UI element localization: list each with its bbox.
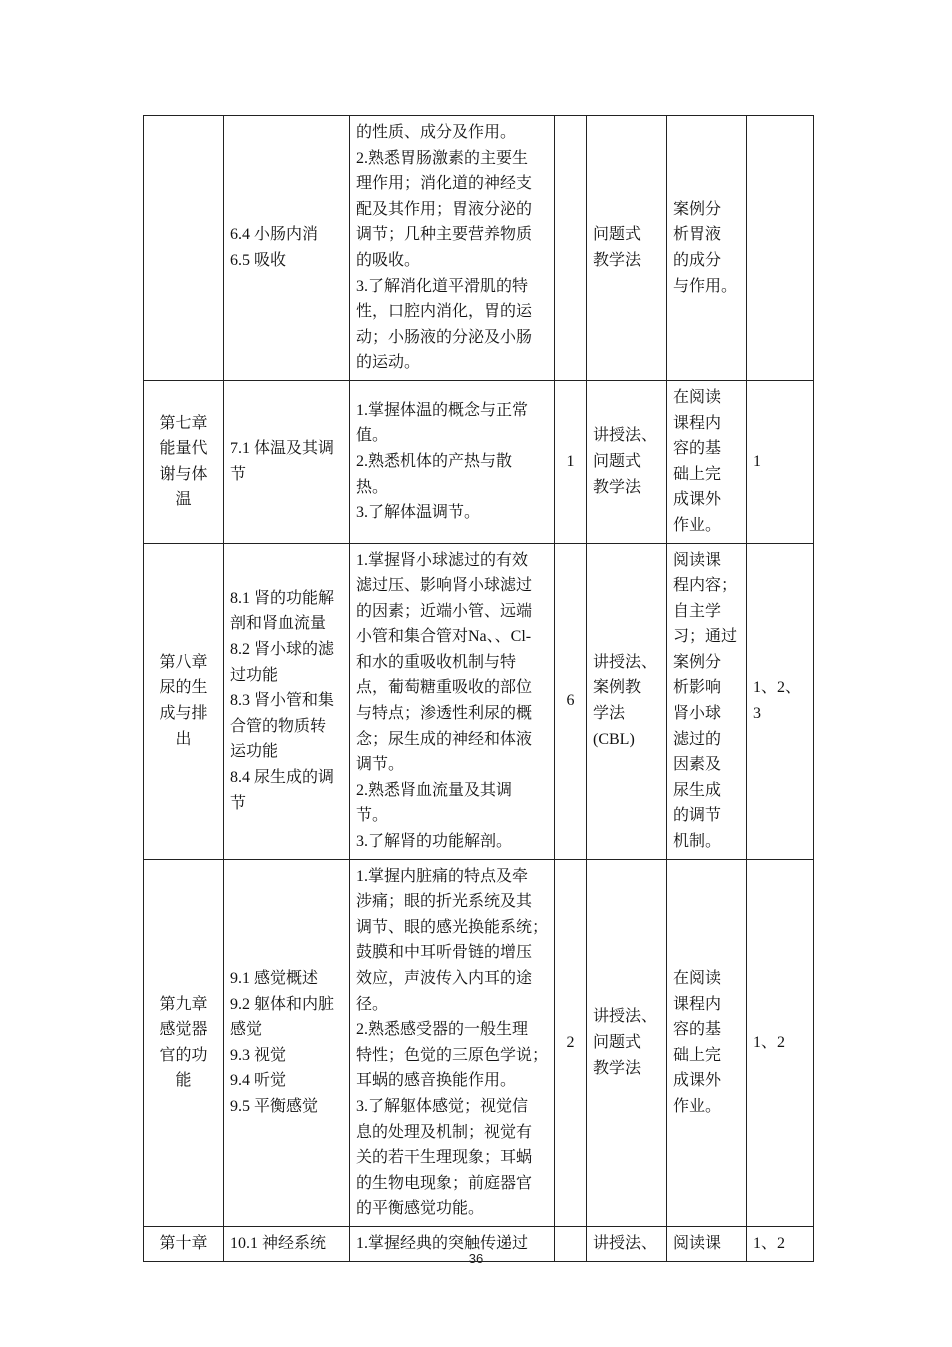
- cell-line: 息的处理及机制；视觉有: [356, 1123, 533, 1141]
- cell-line: 问题式: [593, 226, 642, 244]
- cell-line: 习；通过: [673, 628, 738, 646]
- sections-cell: [224, 380, 350, 543]
- cell-line: 的成分: [673, 251, 722, 269]
- syllabus-table: [143, 115, 814, 1262]
- cell-line: 的性质、成分及作用。: [356, 124, 517, 141]
- objectives-cell: [350, 859, 555, 1226]
- cell-line: 9.4 听觉: [230, 1072, 287, 1090]
- cell-line: 节: [230, 794, 247, 812]
- cell-line: 3.了解体温调节。: [356, 504, 481, 522]
- cell-line: 3.了解肾的功能解剖。: [356, 833, 513, 851]
- cell-line: 在阅读: [673, 970, 722, 987]
- cell-line: 谢与体: [159, 465, 208, 483]
- table-row: [144, 859, 814, 1226]
- cell-line: 3.了解消化道平滑肌的特: [356, 277, 529, 295]
- cell-line: 节: [230, 465, 247, 483]
- cell-line: 容的基: [673, 440, 722, 458]
- sections-cell: [224, 543, 350, 859]
- chapter-cell: [144, 859, 224, 1226]
- cell-line: 8.2 肾小球的滤: [230, 641, 335, 659]
- cell-line: 教学法: [593, 251, 642, 269]
- chapter-cell: [144, 380, 224, 543]
- cell-line: 机制。: [673, 833, 722, 851]
- cell-line: 阅读课: [673, 551, 722, 569]
- cell-line: 的生物电现象；前庭器官: [356, 1174, 533, 1192]
- objectives-cell: [350, 116, 555, 381]
- goals-cell: 1: [747, 380, 814, 543]
- page-number: 36: [468, 1251, 484, 1266]
- cell-line: 滤过压、影响肾小球滤过: [356, 577, 533, 595]
- cell-line: 效应，声波传入内耳的途: [356, 970, 533, 987]
- cell-line: 2.熟悉机体的产热与散: [356, 452, 513, 470]
- cell-line: 的吸收。: [356, 251, 421, 269]
- cell-line: 的平衡感觉功能。: [356, 1200, 485, 1218]
- cell-line: 课程内: [673, 995, 722, 1013]
- assignments-cell: [667, 859, 747, 1226]
- objectives-cell: [350, 380, 555, 543]
- cell-line: (CBL): [593, 730, 635, 748]
- cell-line: 和水的重吸收机制与特: [356, 653, 517, 671]
- cell-line: 的调节: [673, 807, 722, 825]
- cell-line: 讲授法、: [593, 1234, 658, 1252]
- cell-line: 径。: [356, 995, 389, 1013]
- cell-line: 特性；色觉的三原色学说；: [356, 1046, 549, 1064]
- table-row: [144, 380, 814, 543]
- cell-line: 剖和肾血流量: [230, 615, 327, 633]
- cell-line: 问题式: [593, 1033, 642, 1051]
- cell-line: 动；小肠液的分泌及小肠: [356, 328, 533, 346]
- cell-line: 过功能: [230, 666, 279, 684]
- sections-cell: [224, 859, 350, 1226]
- cell-line: 8.4 尿生成的调: [230, 769, 335, 787]
- cell-line: 学法: [593, 705, 626, 723]
- assignments-cell: [667, 543, 747, 859]
- cell-line: 的运动。: [356, 354, 421, 372]
- cell-line: 3.了解躯体感觉；视觉信: [356, 1097, 529, 1115]
- cell-line: 调节、眼的感光换能系统；: [356, 918, 549, 936]
- goals-cell: 1、2: [747, 1226, 814, 1261]
- cell-line: 热。: [356, 478, 389, 496]
- table-row: [144, 543, 814, 859]
- cell-line: 9.1 感觉概述: [230, 970, 319, 987]
- cell-line: 础上完: [673, 1046, 722, 1064]
- chapter-cell: [144, 116, 224, 381]
- cell-line: 调节。: [356, 756, 405, 774]
- methods-cell: [587, 380, 667, 543]
- hours-cell: 2: [555, 859, 587, 1226]
- cell-line: 1.掌握经典的突触传递过: [356, 1234, 529, 1252]
- cell-line: 点，葡萄糖重吸收的部位: [356, 679, 533, 697]
- cell-line: 6.4 小肠内消: [230, 226, 319, 244]
- cell-line: 值。: [356, 427, 389, 445]
- cell-line: 成与排: [159, 705, 208, 723]
- cell-line: 8.1 肾的功能解: [230, 589, 335, 607]
- cell-line: 能量代: [159, 440, 208, 458]
- cell-line: 2.熟悉感受器的一般生理: [356, 1021, 529, 1039]
- cell-line: 1.掌握肾小球滤过的有效: [356, 551, 529, 569]
- cell-line: 在阅读: [673, 388, 722, 406]
- assignments-cell: [667, 116, 747, 381]
- cell-line: 关的若干生理现象；耳蜗: [356, 1149, 533, 1167]
- cell-line: 与作用。: [673, 277, 738, 295]
- sections-cell: [224, 116, 350, 381]
- cell-line: 调节；几种主要营养物质: [356, 226, 533, 244]
- cell-line: 能: [175, 1072, 192, 1090]
- cell-line: 念；尿生成的神经和体液: [356, 730, 533, 748]
- cell-line: 尿生成: [673, 781, 722, 799]
- methods-cell: [587, 116, 667, 381]
- cell-line: 耳蜗的感音换能作用。: [356, 1072, 517, 1090]
- cell-line: 出: [175, 730, 192, 748]
- cell-line: 问题式: [593, 452, 642, 470]
- cell-line: 讲授法、: [593, 1008, 658, 1026]
- cell-line: 第七章: [159, 414, 208, 432]
- objectives-cell: [350, 543, 555, 859]
- cell-line: 第八章: [159, 653, 208, 671]
- cell-line: 础上完: [673, 465, 722, 483]
- cell-line: 教学法: [593, 478, 642, 496]
- cell-line: 第九章: [159, 995, 208, 1013]
- goals-cell: 1、2、3: [747, 543, 814, 859]
- cell-line: 讲授法、: [593, 427, 658, 445]
- cell-line: 节。: [356, 807, 389, 825]
- cell-line: 课程内: [673, 414, 722, 432]
- cell-line: 阅读课: [673, 1234, 722, 1252]
- cell-line: 性，口腔内消化，胃的运: [356, 303, 533, 321]
- cell-line: 9.3 视觉: [230, 1046, 287, 1064]
- cell-line: 6.5 吸收: [230, 251, 287, 269]
- cell-line: 滤过的: [673, 730, 722, 748]
- cell-line: 容的基: [673, 1021, 722, 1039]
- table-row: [144, 116, 814, 381]
- cell-line: 配及其作用；胃液分泌的: [356, 200, 533, 218]
- hours-cell: 6: [555, 543, 587, 859]
- goals-cell: 1、2: [747, 859, 814, 1226]
- cell-line: 感觉器: [159, 1021, 208, 1039]
- cell-line: 9.2 躯体和内脏: [230, 995, 335, 1013]
- cell-line: 温: [175, 491, 192, 509]
- goals-cell: [747, 116, 814, 381]
- cell-line: 官的功: [159, 1046, 208, 1064]
- cell-line: 析胃液: [673, 226, 722, 244]
- cell-line: 尿的生: [159, 679, 208, 697]
- assignments-cell: [667, 380, 747, 543]
- hours-cell: [555, 116, 587, 381]
- cell-line: 肾小球: [673, 705, 722, 723]
- cell-line: 涉痛；眼的折光系统及其: [356, 893, 533, 911]
- cell-line: 运功能: [230, 743, 279, 761]
- cell-line: 2.熟悉肾血流量及其调: [356, 781, 513, 799]
- cell-line: 合管的物质转: [230, 717, 327, 735]
- cell-line: 鼓膜和中耳听骨链的增压: [356, 944, 533, 962]
- cell-line: 析影响: [673, 679, 722, 697]
- cell-line: 教学法: [593, 1059, 642, 1077]
- cell-line: 与特点；渗透性利尿的概: [356, 705, 533, 723]
- cell-line: 成课外: [673, 491, 722, 509]
- cell-line: 理作用；消化道的神经支: [356, 175, 533, 193]
- cell-line: 8.3 肾小管和集: [230, 692, 335, 710]
- cell-line: 程内容；: [673, 577, 738, 595]
- chapter-cell: [144, 543, 224, 859]
- cell-line: 成课外: [673, 1072, 722, 1090]
- methods-cell: [587, 543, 667, 859]
- methods-cell: [587, 859, 667, 1226]
- cell-line: 自主学: [673, 602, 722, 620]
- cell-line: 案例教: [593, 679, 642, 697]
- cell-line: 10.1 神经系统: [230, 1234, 327, 1252]
- cell-line: 案例分: [673, 653, 722, 671]
- cell-line: 感觉: [230, 1021, 263, 1039]
- cell-line: 的因素；近端小管、远端: [356, 602, 533, 620]
- hours-cell: 1: [555, 380, 587, 543]
- cell-line: 1.掌握体温的概念与正常: [356, 401, 529, 419]
- cell-line: 案例分: [673, 200, 722, 218]
- cell-line: 9.5 平衡感觉: [230, 1097, 319, 1115]
- cell-line: 讲授法、: [593, 653, 658, 671]
- cell-line: 第十章: [159, 1234, 208, 1252]
- cell-line: 小管和集合管对Na、、Cl-: [356, 628, 532, 646]
- cell-line: 1.掌握内脏痛的特点及牵: [356, 867, 529, 885]
- cell-line: 作业。: [673, 516, 722, 534]
- cell-line: 2.熟悉胃肠激素的主要生: [356, 149, 529, 167]
- cell-line: 7.1 体温及其调: [230, 440, 335, 458]
- cell-line: 作业。: [673, 1097, 722, 1115]
- cell-line: 因素及: [673, 756, 722, 774]
